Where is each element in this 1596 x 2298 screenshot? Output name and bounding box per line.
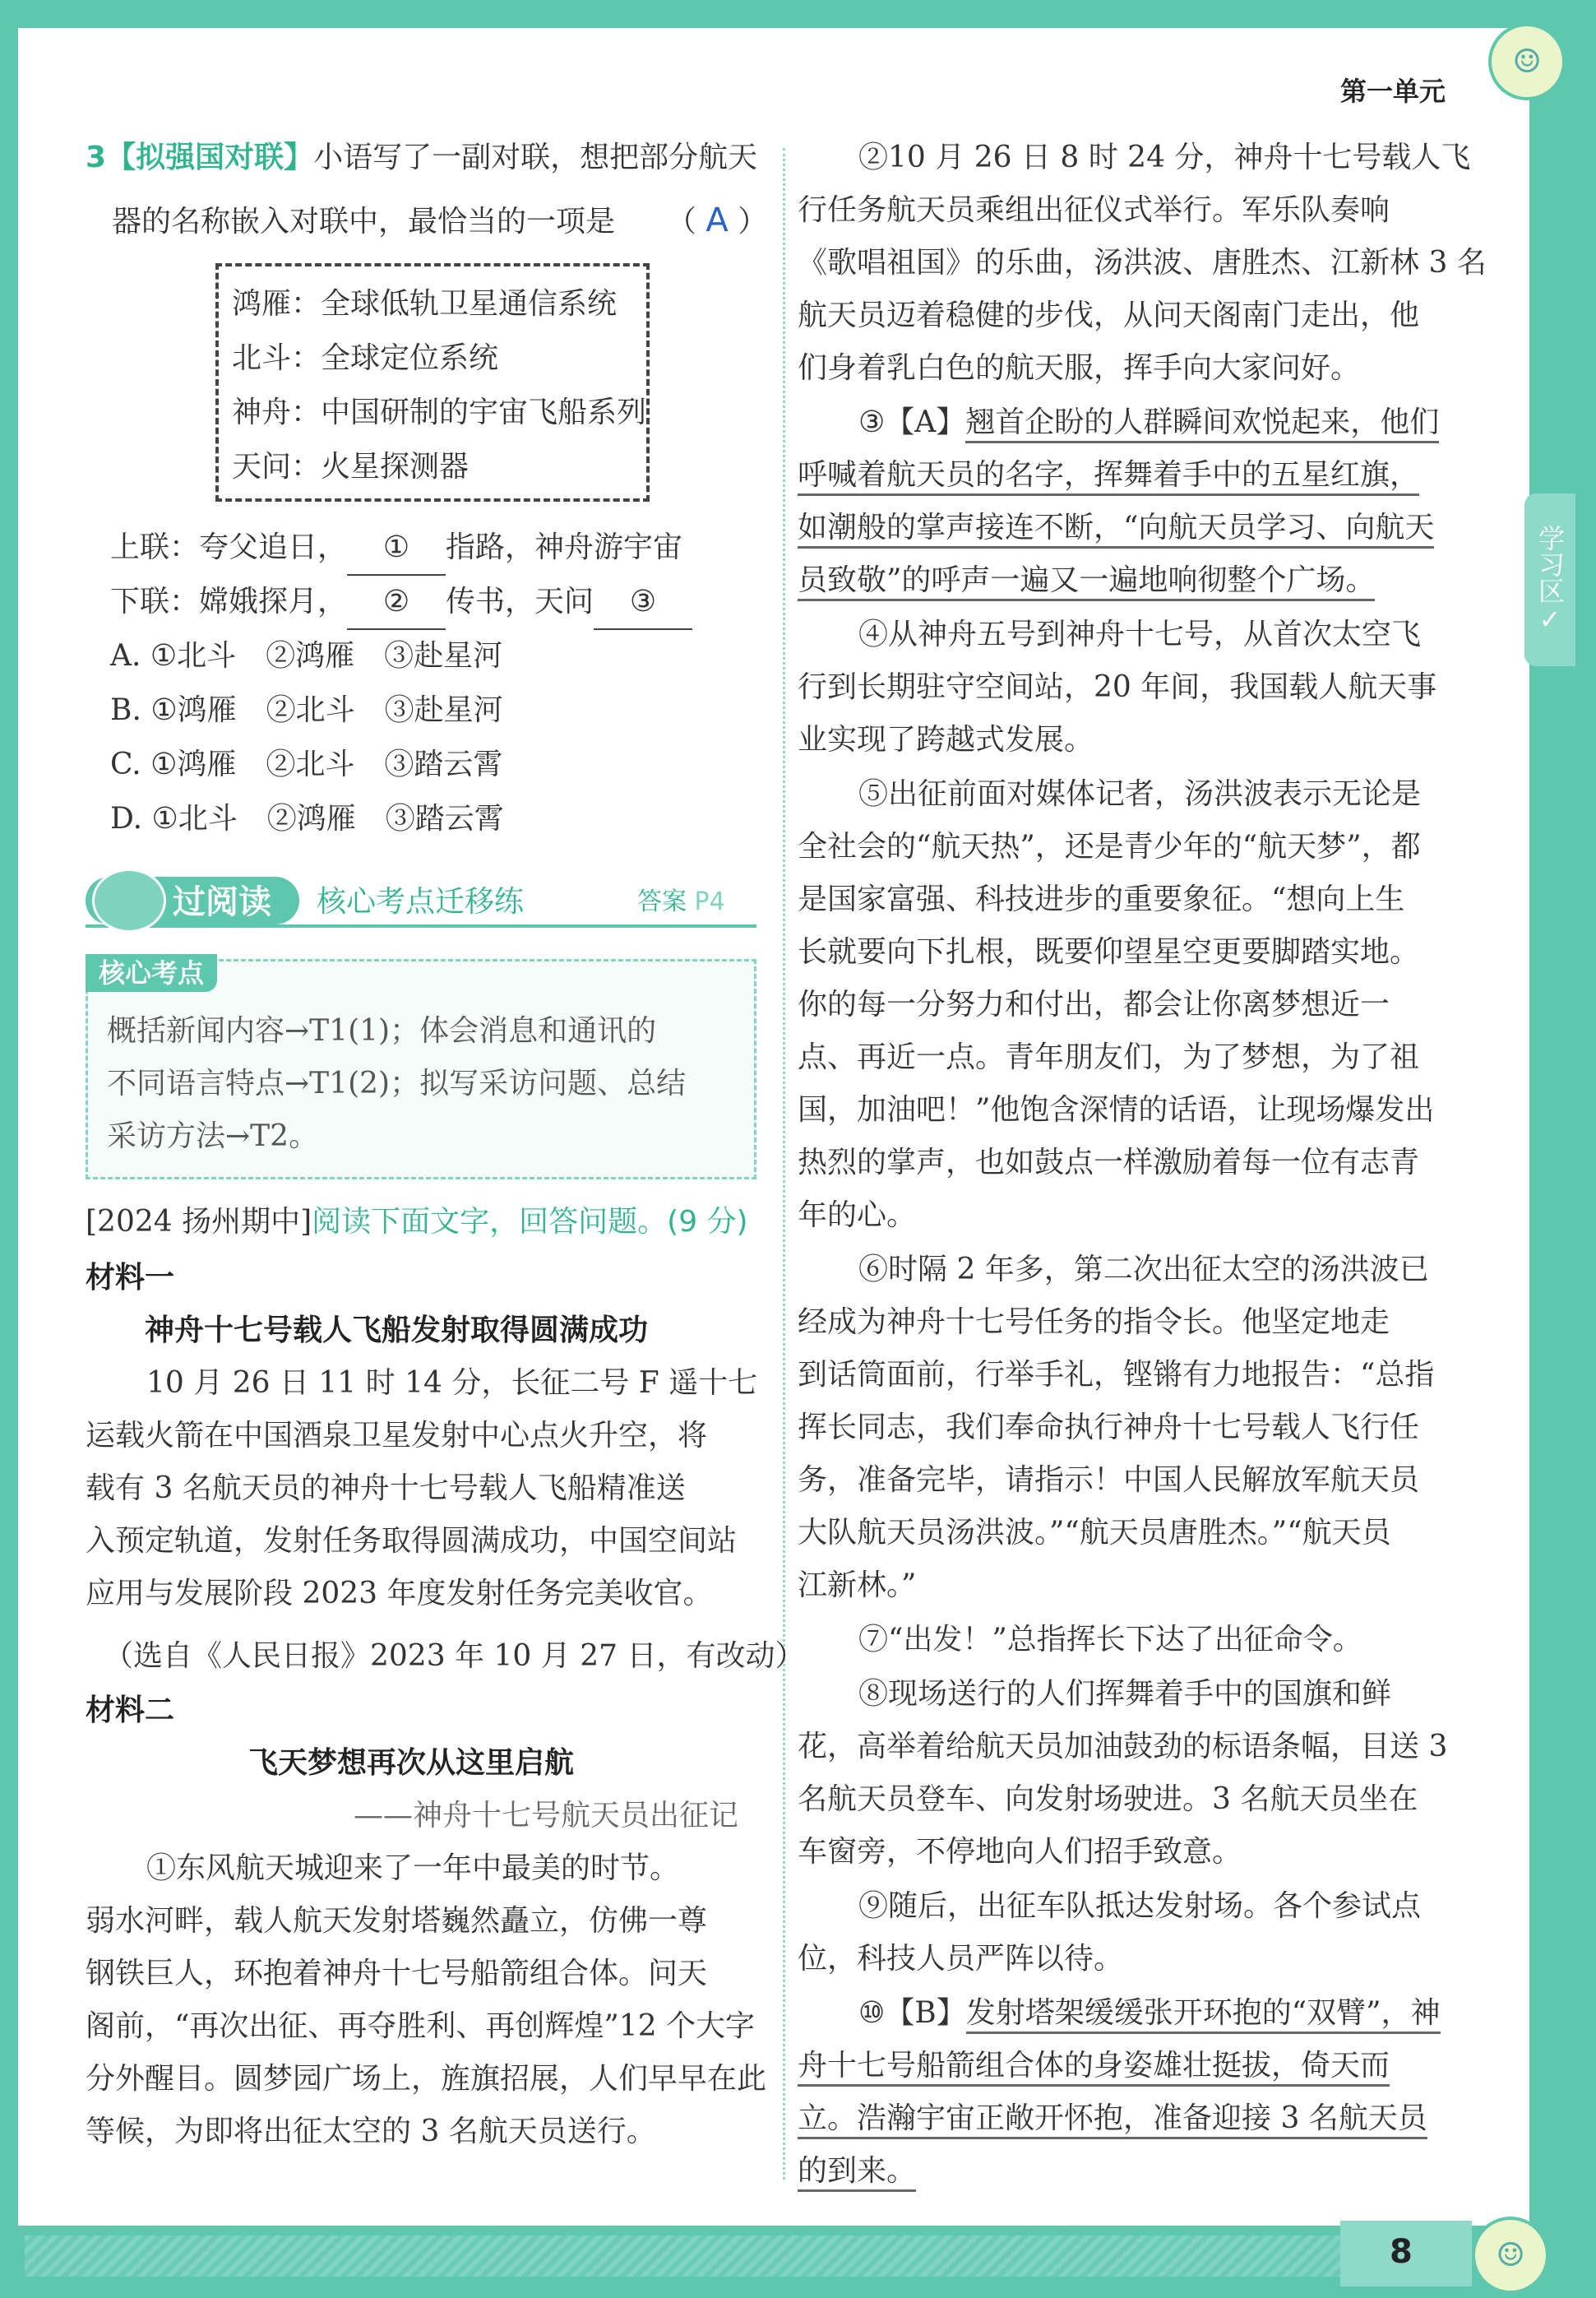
p2-line: 们身着乳白色的航天服，挥手向大家问好。 <box>798 351 1361 385</box>
couplet-upper: 上联：夸父追日， ① 指路，神舟游宇宙 <box>110 521 682 576</box>
p5-line: 国，加油吧！”他饱含深情的话语，让现场爆发出 <box>798 1093 1435 1127</box>
p10-line: ⑩【B】发射塔架缓缓张开环抱的“双臂”，神 <box>858 1987 1441 2040</box>
p3-marker: ③【A】 <box>858 405 966 439</box>
p3-line: 员致敬”的呼声一遍又一遍地响彻整个广场。 <box>798 554 1375 607</box>
q3-tag: 【拟强国对联】 <box>106 141 314 174</box>
material1-title: 神舟十七号载人飞船发射取得圆满成功 <box>145 1313 649 1347</box>
material1-line: 入预定轨道，发射任务取得圆满成功，中国空间站 <box>86 1524 738 1558</box>
p8-line: ⑧现场送行的人们挥舞着手中的国旗和鲜 <box>858 1677 1392 1711</box>
column-divider <box>783 148 785 2180</box>
material2-line: 等候，为即将出征太空的 3 名航天员送行。 <box>86 2115 656 2148</box>
p5-line: 长就要向下扎根，既要仰望星空更要脚踏实地。 <box>798 935 1420 969</box>
p10-line: 舟十七号船箭组合体的身姿雄壮挺拔，倚天而 <box>798 2040 1390 2092</box>
p3-line: ③【A】翘首企盼的人群瞬间欢悦起来，他们 <box>858 396 1439 449</box>
material2-label: 材料二 <box>86 1693 175 1727</box>
p5-line: 全社会的“航天热”，还是青少年的“航天梦”，都 <box>798 830 1421 864</box>
q3-number: 3 <box>86 141 107 174</box>
material1-line: 载有 3 名航天员的神舟十七号载人飞船精准送 <box>86 1471 686 1505</box>
material2-line: ①东风航天城迎来了一年中最美的时节。 <box>146 1851 680 1885</box>
p4-line: ④从神舟五号到神舟十七号，从首次太空飞 <box>858 618 1422 651</box>
page-number: 8 <box>1390 2233 1413 2271</box>
p3-line: 如潮般的掌声接连不断，“向航天员学习、向航天 <box>798 502 1434 554</box>
p9-line: 位，科技人员严阵以待。 <box>798 1942 1124 1976</box>
source-bracket: [2024 扬州期中] <box>86 1205 312 1239</box>
p4-line: 行到长期驻守空间站，20 年间，我国载人航天事 <box>798 670 1437 704</box>
p9-line: ⑨随后，出征车队抵达发射场。各个参试点 <box>858 1889 1422 1923</box>
material1-line: 应用与发展阶段 2023 年度发射任务完美收官。 <box>86 1577 713 1610</box>
blank-1[interactable]: ① <box>347 521 446 576</box>
instruction: 阅读下面文字，回答问题。(9 分) <box>312 1205 748 1239</box>
q3-box-line: 北斗：全球定位系统 <box>232 341 499 375</box>
p6-line: 到话筒面前，行举手礼，铿锵有力地报告：“总指 <box>798 1358 1435 1392</box>
p5-line: 是国家富强、科技进步的重要象征。“想向上生 <box>798 883 1405 916</box>
q3-answer: A <box>705 202 729 239</box>
core-points-label: 核心考点 <box>86 954 217 992</box>
p2-line: 行任务航天员乘组出征仪式举行。军乐队奏响 <box>798 193 1390 227</box>
blank-2[interactable]: ② <box>347 576 446 630</box>
side-tab: 学习区 ✓ <box>1524 493 1575 666</box>
answer-reference: 答案 P4 <box>637 887 725 916</box>
top-frame <box>0 0 1596 28</box>
material1-line: 运载火箭在中国酒泉卫星发射中心点火升空，将 <box>86 1419 708 1452</box>
p2-line: ②10 月 26 日 8 时 24 分，神舟十七号载人飞 <box>858 141 1471 174</box>
material1-source: （选自《人民日报》2023 年 10 月 27 日，有改动） <box>104 1639 805 1673</box>
material1-line: 10 月 26 日 11 时 14 分，长征二号 F 遥十七 <box>146 1366 758 1400</box>
core-point-line: 采访方法→T2。 <box>107 1119 319 1153</box>
bottom-stripe <box>25 2235 1340 2277</box>
material2-line: 钢铁巨人，环抱着神舟十七号船箭组合体。问天 <box>86 1957 708 1990</box>
side-tab-label: 学习区 <box>1534 525 1566 604</box>
p6-line: 江新林。” <box>798 1568 917 1602</box>
answer-page: P4 <box>694 887 725 916</box>
material2-line: 分外醒目。圆梦园广场上，旌旗招展，人们早早在此 <box>86 2062 767 2096</box>
p8-line: 车窗旁，不停地向人们招手致意。 <box>798 1835 1242 1869</box>
p8-line: 花，高举着给航天员加油鼓劲的标语条幅，目送 3 <box>798 1730 1448 1763</box>
q3-box-line: 神舟：中国研制的宇宙飞船系列 <box>232 396 647 429</box>
p2-line: 《歌唱祖国》的乐曲，汤洪波、唐胜杰、江新林 3 名 <box>798 246 1487 280</box>
q3-line2: 器的名称嵌入对联中，最恰当的一项是 （ A ） <box>112 202 768 239</box>
p6-line: 挥长同志，我们奉命执行神舟十七号载人飞行任 <box>798 1411 1420 1444</box>
q3-line1: 3【拟强国对联】小语写了一副对联，想把部分航天 <box>86 141 758 174</box>
material2-title: 飞天梦想再次从这里启航 <box>248 1746 575 1780</box>
q3-box-line: 天问：火星探测器 <box>232 450 470 484</box>
p4-line: 业实现了跨越式发展。 <box>798 723 1094 757</box>
blank-3[interactable]: ③ <box>594 576 692 630</box>
core-point-line: 不同语言特点→T1(2)；拟写采访问题、总结 <box>107 1067 687 1100</box>
option-d[interactable]: D. ①北斗 ②鸿雁 ③踏云霄 <box>110 802 504 836</box>
p10-line: 的到来。 <box>798 2145 916 2198</box>
p6-line: 大队航天员汤洪波。”“航天员唐胜杰。”“航天员 <box>798 1516 1391 1550</box>
couplet-lower: 下联：嫦娥探月， ② 传书，天问 ③ <box>110 576 692 630</box>
p5-line: ⑤出征前面对媒体记者，汤洪波表示无论是 <box>858 777 1422 811</box>
unit-header: 第一单元 <box>1340 76 1446 107</box>
mascot-icon <box>92 869 166 933</box>
p5-line: 年的心。 <box>798 1198 917 1232</box>
mascot-bottom-icon: ☺ <box>1472 2217 1549 2294</box>
q3-box-line: 鸿雁：全球低轨卫星通信系统 <box>232 287 618 321</box>
p5-line: 你的每一分努力和付出，都会让你离梦想近一 <box>798 988 1390 1022</box>
p6-line: 务，准备完毕，请指示！中国人民解放军航天员 <box>798 1463 1420 1497</box>
p7-line: ⑦“出发！”总指挥长下达了出征命令。 <box>858 1623 1362 1656</box>
p3-line: 呼喊着航天员的名字，挥舞着手中的五星红旗， <box>798 449 1419 502</box>
option-c[interactable]: C. ①鸿雁 ②北斗 ③踏云霄 <box>110 748 503 781</box>
material2-subtitle: ——神舟十七号航天员出征记 <box>354 1799 739 1832</box>
section-banner-title: 过阅读 <box>173 883 271 921</box>
p6-line: 经成为神舟十七号任务的指令长。他坚定地走 <box>798 1305 1390 1339</box>
p5-line: 热烈的掌声，也如鼓点一样激励着每一位有志青 <box>798 1146 1420 1179</box>
core-point-line: 概括新闻内容→T1(1)；体会消息和通讯的 <box>107 1014 657 1048</box>
p6-line: ⑥时隔 2 年多，第二次出征太空的汤洪波已 <box>858 1253 1429 1286</box>
material2-line: 阁前，“再次出征、再夺胜利、再创辉煌”12 个大字 <box>86 2009 756 2043</box>
option-b[interactable]: B. ①鸿雁 ②北斗 ③赴星河 <box>110 693 503 727</box>
material2-line: 弱水河畔，载人航天发射塔巍然矗立，仿佛一尊 <box>86 1904 708 1938</box>
option-a[interactable]: A. ①北斗 ②鸿雁 ③赴星河 <box>110 639 503 673</box>
p10-marker: ⑩【B】 <box>858 1996 966 2030</box>
mascot-icon: ☺ <box>1488 23 1566 100</box>
left-frame <box>0 0 18 2298</box>
p2-line: 航天员迈着稳健的步伐，从问天阁南门走出，他 <box>798 299 1420 332</box>
p8-line: 名航天员登车、向发射场驶进。3 名航天员坐在 <box>798 1782 1418 1816</box>
source-line <box>86 1196 748 1249</box>
p10-line: 立。浩瀚宇宙正敞开怀抱，准备迎接 3 名航天员 <box>798 2092 1427 2145</box>
right-frame <box>1529 0 1596 2298</box>
p5-line: 点、再近一点。青年朋友们，为了梦想，为了祖 <box>798 1040 1420 1074</box>
section-subtitle: 核心考点迁移练 <box>317 885 525 919</box>
material1-label: 材料一 <box>86 1261 175 1295</box>
